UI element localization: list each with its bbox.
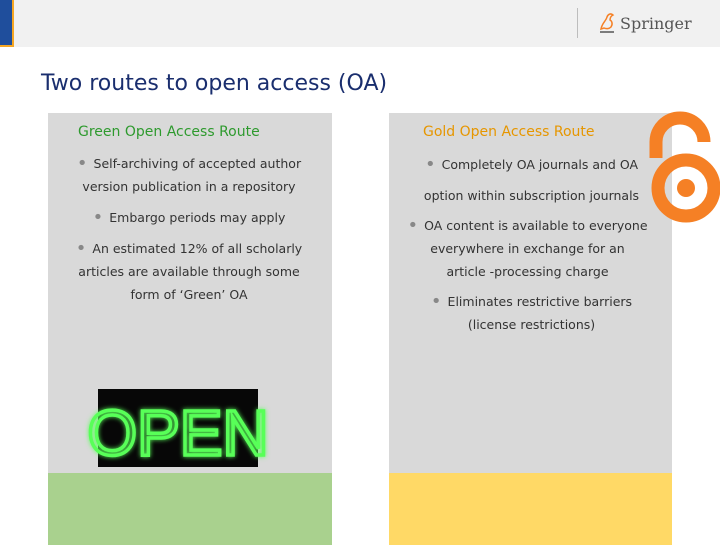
open-access-lock-icon <box>640 108 720 232</box>
gold-heading: Gold Open Access Route <box>423 124 595 140</box>
gold-oa-column <box>389 113 672 545</box>
brand-name: Springer <box>620 13 692 33</box>
bullet-dot: • <box>75 238 87 259</box>
header-bar <box>0 0 720 47</box>
header-divider <box>577 8 578 38</box>
gold-bullet-1: • Completely OA journals and OA option within subscription journals <box>423 154 640 203</box>
green-strip <box>48 473 332 545</box>
slide-title: Two routes to open access (OA) <box>41 71 388 96</box>
gold-bullet-2: • OA content is available to everyone everywhere in exchange for an article -processing charge <box>407 215 648 279</box>
green-heading: Green Open Access Route <box>78 124 260 140</box>
springer-logo <box>598 10 692 36</box>
springer-horse-icon <box>598 11 616 35</box>
neon-open-sign-graphic <box>87 389 269 469</box>
green-bullet-1: • Self-archiving of accepted author version publication in a repository <box>76 153 302 194</box>
gold-bullet-3: • Eliminates restrictive barriers (license restrictions) <box>430 291 633 332</box>
green-bullet-3: • An estimated 12% of all scholarly articles are available through some form of ‘Green’ OA <box>75 238 303 302</box>
green-oa-column <box>48 113 332 545</box>
bullet-dot: • <box>430 291 442 312</box>
bullet-dot: • <box>407 215 419 236</box>
bullet-dot: • <box>76 153 88 174</box>
gold-strip <box>389 473 672 545</box>
corner-accent <box>0 0 14 47</box>
green-bullet-2: • Embargo periods may apply <box>92 207 286 228</box>
neon-open-text: OPEN <box>87 397 269 469</box>
bullet-dot: • <box>92 207 104 228</box>
bullet-dot: • <box>424 154 436 175</box>
neon-open-sign-image <box>87 389 269 469</box>
